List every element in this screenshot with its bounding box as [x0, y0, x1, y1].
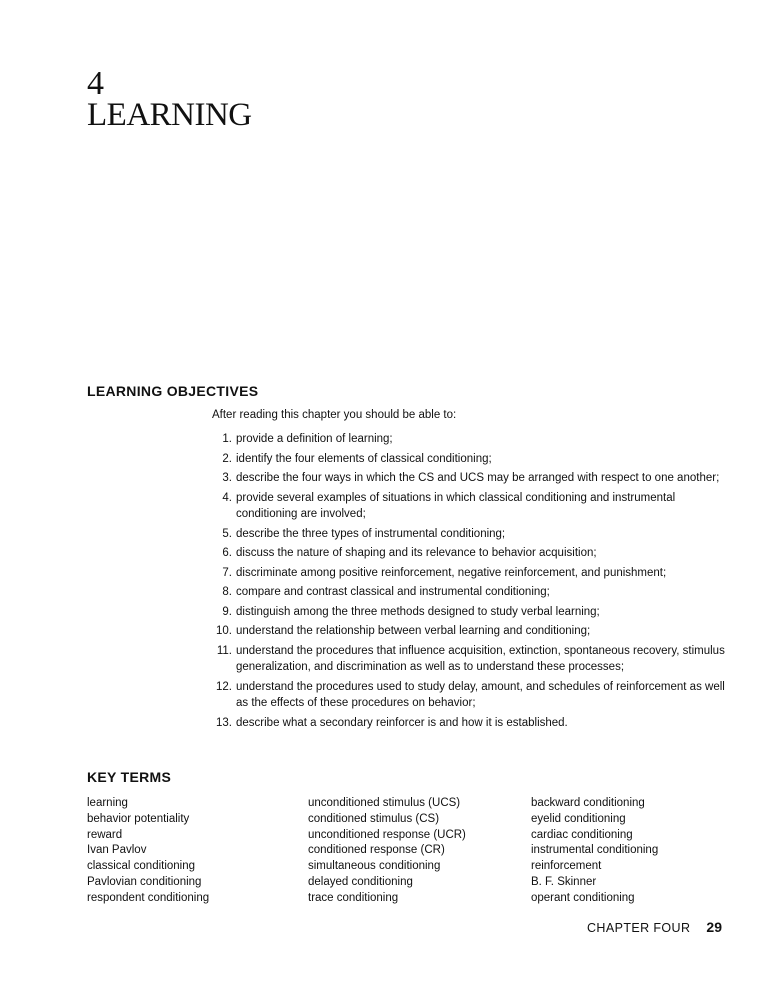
key-term: conditioned response (CR): [308, 844, 445, 857]
objective-number: 6.: [222, 547, 232, 559]
key-term: backward conditioning: [531, 797, 645, 809]
key-term: eyelid conditioning: [531, 812, 626, 825]
objectives-list: [200, 431, 725, 734]
learning-objectives-heading: LEARNING OBJECTIVES: [87, 383, 259, 399]
objective-text: compare and contrast classical and instrumental conditioning;: [236, 586, 550, 598]
objective-text: provide several examples of situations in which classical conditioning and instrumental conditioning are involved;: [236, 491, 676, 520]
objectives-intro: After reading this chapter you should be able to:: [212, 409, 457, 421]
page-footer: [587, 919, 722, 935]
key-term: classical conditioning: [87, 860, 196, 873]
running-footer-label: CHAPTER FOUR: [587, 921, 691, 935]
objective-number: 11.: [216, 644, 232, 657]
objective-item: [200, 565, 725, 582]
key-term: B. F. Skinner: [531, 875, 597, 888]
objective-item: [200, 470, 725, 487]
objective-number: 5.: [222, 527, 232, 540]
key-term: trace conditioning: [308, 891, 399, 904]
objective-text: discuss the nature of shaping and its relevance to behavior acquisition;: [236, 547, 597, 559]
key-term: unconditioned response (UCR): [308, 828, 466, 841]
objective-text: describe what a secondary reinforcer is and how it is established.: [236, 716, 568, 729]
key-term: simultaneous conditioning: [308, 860, 441, 873]
page-number: 29: [706, 919, 722, 935]
objective-item: [200, 490, 725, 523]
objective-number: 8.: [222, 586, 232, 598]
objective-number: 13.: [216, 716, 232, 729]
objective-item: [200, 451, 725, 468]
key-term: Ivan Pavlov: [87, 844, 147, 857]
key-term: delayed conditioning: [308, 875, 413, 888]
objective-item: [200, 431, 725, 448]
objective-item: [200, 604, 725, 621]
objective-number: 10.: [216, 625, 232, 637]
objective-number: 12.: [216, 680, 232, 693]
chapter-number: 4: [87, 65, 104, 102]
key-term: reinforcement: [531, 860, 602, 873]
key-terms-column-1: [87, 796, 209, 907]
objective-item: [200, 679, 725, 712]
objective-text: distinguish among the three methods designed to study verbal learning;: [236, 605, 600, 618]
key-term: instrumental conditioning: [531, 844, 659, 857]
key-term: operant conditioning: [531, 891, 635, 904]
objective-text: discriminate among positive reinforcement, negative reinforcement, and punishment;: [236, 566, 667, 579]
objective-item: [200, 623, 725, 640]
objective-text: understand the relationship between verbal learning and conditioning;: [236, 625, 591, 637]
chapter-title: LEARNING: [87, 97, 252, 133]
key-term: cardiac conditioning: [531, 828, 633, 841]
objective-number: 1.: [222, 433, 232, 445]
objective-text: identify the four elements of classical conditioning;: [236, 452, 492, 465]
objective-number: 4.: [222, 491, 232, 504]
key-term: unconditioned stimulus (UCS): [308, 797, 461, 809]
key-terms-column-2: [308, 796, 466, 907]
objective-number: 3.: [222, 472, 232, 484]
objective-number: 9.: [222, 605, 232, 618]
key-terms-column-3: [531, 796, 658, 907]
objective-item: [200, 715, 725, 732]
key-term: learning: [87, 797, 128, 809]
key-term: behavior potentiality: [87, 812, 190, 825]
key-term: Pavlovian conditioning: [87, 875, 202, 888]
key-terms-heading: KEY TERMS: [87, 769, 172, 785]
objective-text: provide a definition of learning;: [236, 433, 393, 445]
key-term: respondent conditioning: [87, 891, 210, 904]
objective-item: [200, 584, 725, 601]
objective-text: describe the three types of instrumental conditioning;: [236, 527, 506, 540]
objective-item: [200, 643, 725, 676]
objective-item: [200, 545, 725, 562]
key-term: reward: [87, 828, 123, 841]
objective-text: understand the procedures that influence acquisition, extinction, spontaneous recovery, stimulus generalization, and discrimination as well as to understand these processes;: [236, 644, 725, 673]
key-term: conditioned stimulus (CS): [308, 812, 440, 825]
objective-item: [200, 526, 725, 543]
objective-number: 7.: [222, 566, 232, 579]
objective-text: describe the four ways in which the CS and UCS may be arranged with respect to one another;: [236, 472, 720, 484]
objective-number: 2.: [222, 452, 232, 465]
objective-text: understand the procedures used to study delay, amount, and schedules of reinforcement as well as the effects of these procedures on behavior;: [236, 680, 725, 709]
